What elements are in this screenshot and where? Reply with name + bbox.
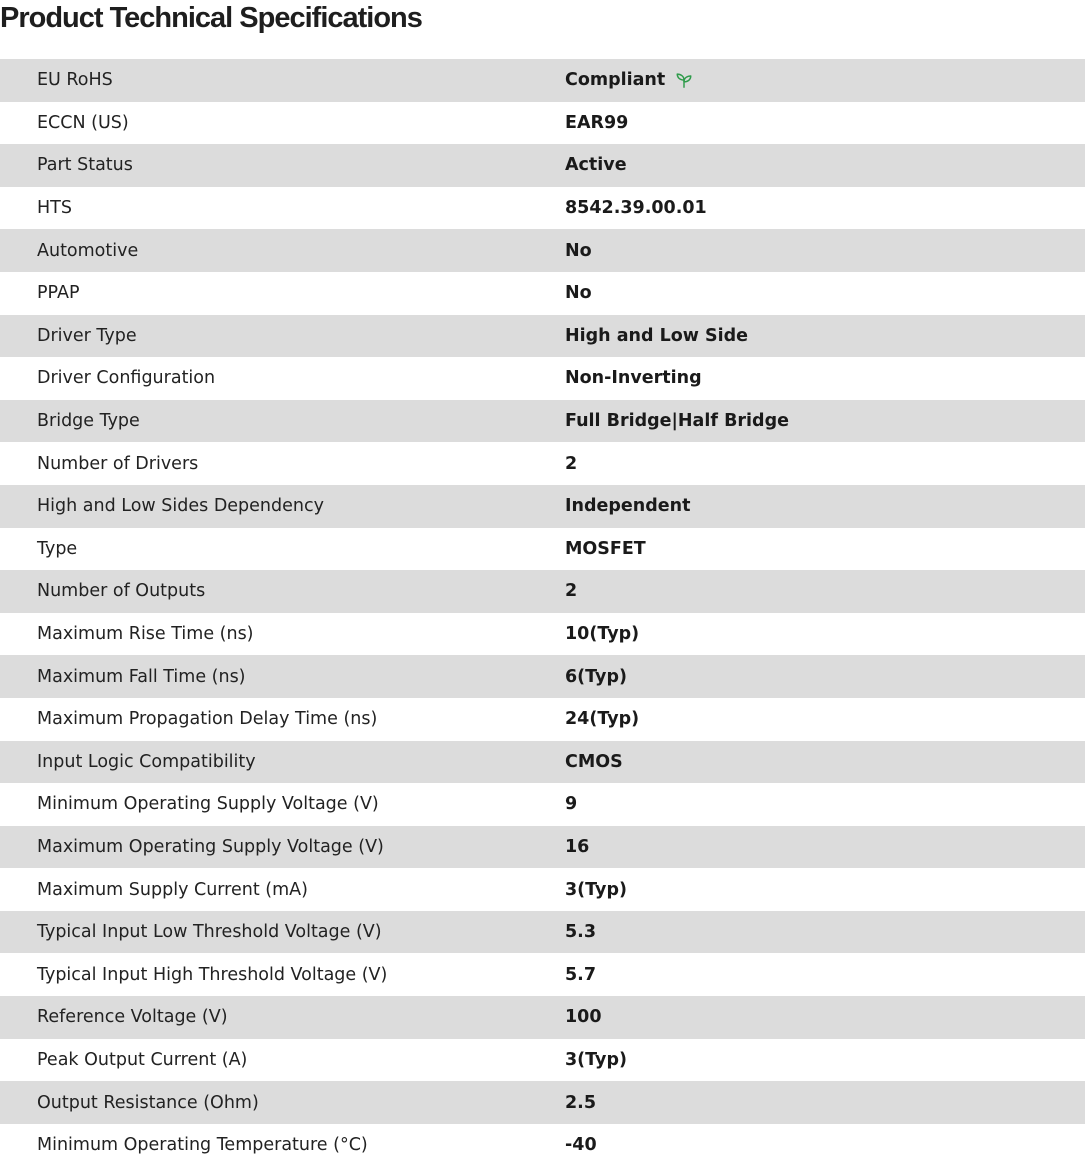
table-row <box>0 911 1085 954</box>
table-row <box>0 400 1085 443</box>
spec-label: Input Logic Compatibility <box>37 751 256 772</box>
table-row <box>0 741 1085 784</box>
spec-label: Maximum Supply Current (mA) <box>37 879 308 900</box>
table-row <box>0 102 1085 145</box>
spec-label: EU RoHS <box>37 70 113 91</box>
spec-value: CMOS <box>565 751 623 772</box>
spec-value: EAR99 <box>565 112 629 133</box>
table-row <box>0 1124 1085 1166</box>
table-row <box>0 570 1085 613</box>
table-row <box>0 229 1085 272</box>
table-row <box>0 315 1085 358</box>
table-row <box>0 1081 1085 1124</box>
spec-value: 6(Typ) <box>565 666 627 687</box>
spec-label: Output Resistance (Ohm) <box>37 1092 259 1113</box>
spec-label: Type <box>37 538 78 559</box>
spec-value: Full Bridge|Half Bridge <box>565 411 789 432</box>
spec-label: Number of Outputs <box>37 581 206 602</box>
spec-value: 5.7 <box>565 964 597 985</box>
spec-value: Non-Inverting <box>565 368 702 389</box>
spec-value: 9 <box>565 794 578 815</box>
leaf-icon <box>675 71 693 89</box>
spec-label: Driver Type <box>37 325 137 346</box>
spec-value: No <box>565 240 592 261</box>
table-row <box>0 996 1085 1039</box>
table-row <box>0 783 1085 826</box>
spec-value: 2 <box>565 581 578 602</box>
spec-table <box>0 59 1085 1166</box>
table-row <box>0 826 1085 869</box>
spec-value: No <box>565 283 592 304</box>
table-row <box>0 655 1085 698</box>
spec-value: High and Low Side <box>565 325 749 346</box>
spec-label: Automotive <box>37 240 139 261</box>
spec-label: Driver Configuration <box>37 368 216 389</box>
table-row <box>0 485 1085 528</box>
spec-value <box>565 59 693 102</box>
spec-label: Typical Input High Threshold Voltage (V) <box>37 964 388 985</box>
table-row <box>0 59 1085 102</box>
table-row <box>0 442 1085 485</box>
table-row <box>0 868 1085 911</box>
spec-value: 100 <box>565 1007 602 1028</box>
spec-value: MOSFET <box>565 538 646 559</box>
spec-value: 24(Typ) <box>565 709 640 730</box>
table-row <box>0 272 1085 315</box>
spec-value: 3(Typ) <box>565 1049 627 1070</box>
spec-label: Number of Drivers <box>37 453 199 474</box>
spec-label: Minimum Operating Supply Voltage (V) <box>37 794 379 815</box>
page-title: Product Technical Specifications <box>0 2 422 34</box>
spec-label: Maximum Propagation Delay Time (ns) <box>37 709 378 730</box>
spec-label: Bridge Type <box>37 411 140 432</box>
spec-label: ECCN (US) <box>37 112 129 133</box>
spec-value-text: Compliant <box>565 70 666 91</box>
spec-label: HTS <box>37 198 72 219</box>
spec-value: 3(Typ) <box>565 879 627 900</box>
table-row <box>0 187 1085 230</box>
spec-label: Reference Voltage (V) <box>37 1007 228 1028</box>
spec-value: 8542.39.00.01 <box>565 198 707 219</box>
table-row <box>0 613 1085 656</box>
spec-label: PPAP <box>37 283 80 304</box>
spec-value: 5.3 <box>565 922 597 943</box>
table-row <box>0 1039 1085 1082</box>
table-row <box>0 144 1085 187</box>
spec-label: Maximum Fall Time (ns) <box>37 666 246 687</box>
table-row <box>0 698 1085 741</box>
spec-label: Typical Input Low Threshold Voltage (V) <box>37 922 382 943</box>
table-row <box>0 528 1085 571</box>
spec-value: 16 <box>565 836 590 857</box>
spec-label: Peak Output Current (A) <box>37 1049 248 1070</box>
spec-label: High and Low Sides Dependency <box>37 496 324 517</box>
table-row <box>0 357 1085 400</box>
spec-label: Part Status <box>37 155 133 176</box>
table-row <box>0 953 1085 996</box>
spec-value: Independent <box>565 496 691 517</box>
spec-label: Maximum Rise Time (ns) <box>37 624 254 645</box>
spec-value: 10(Typ) <box>565 624 640 645</box>
spec-label: Minimum Operating Temperature (°C) <box>37 1135 368 1156</box>
spec-value: -40 <box>565 1135 597 1156</box>
spec-label: Maximum Operating Supply Voltage (V) <box>37 836 384 857</box>
spec-value: Active <box>565 155 627 176</box>
spec-value: 2 <box>565 453 578 474</box>
spec-value: 2.5 <box>565 1092 597 1113</box>
